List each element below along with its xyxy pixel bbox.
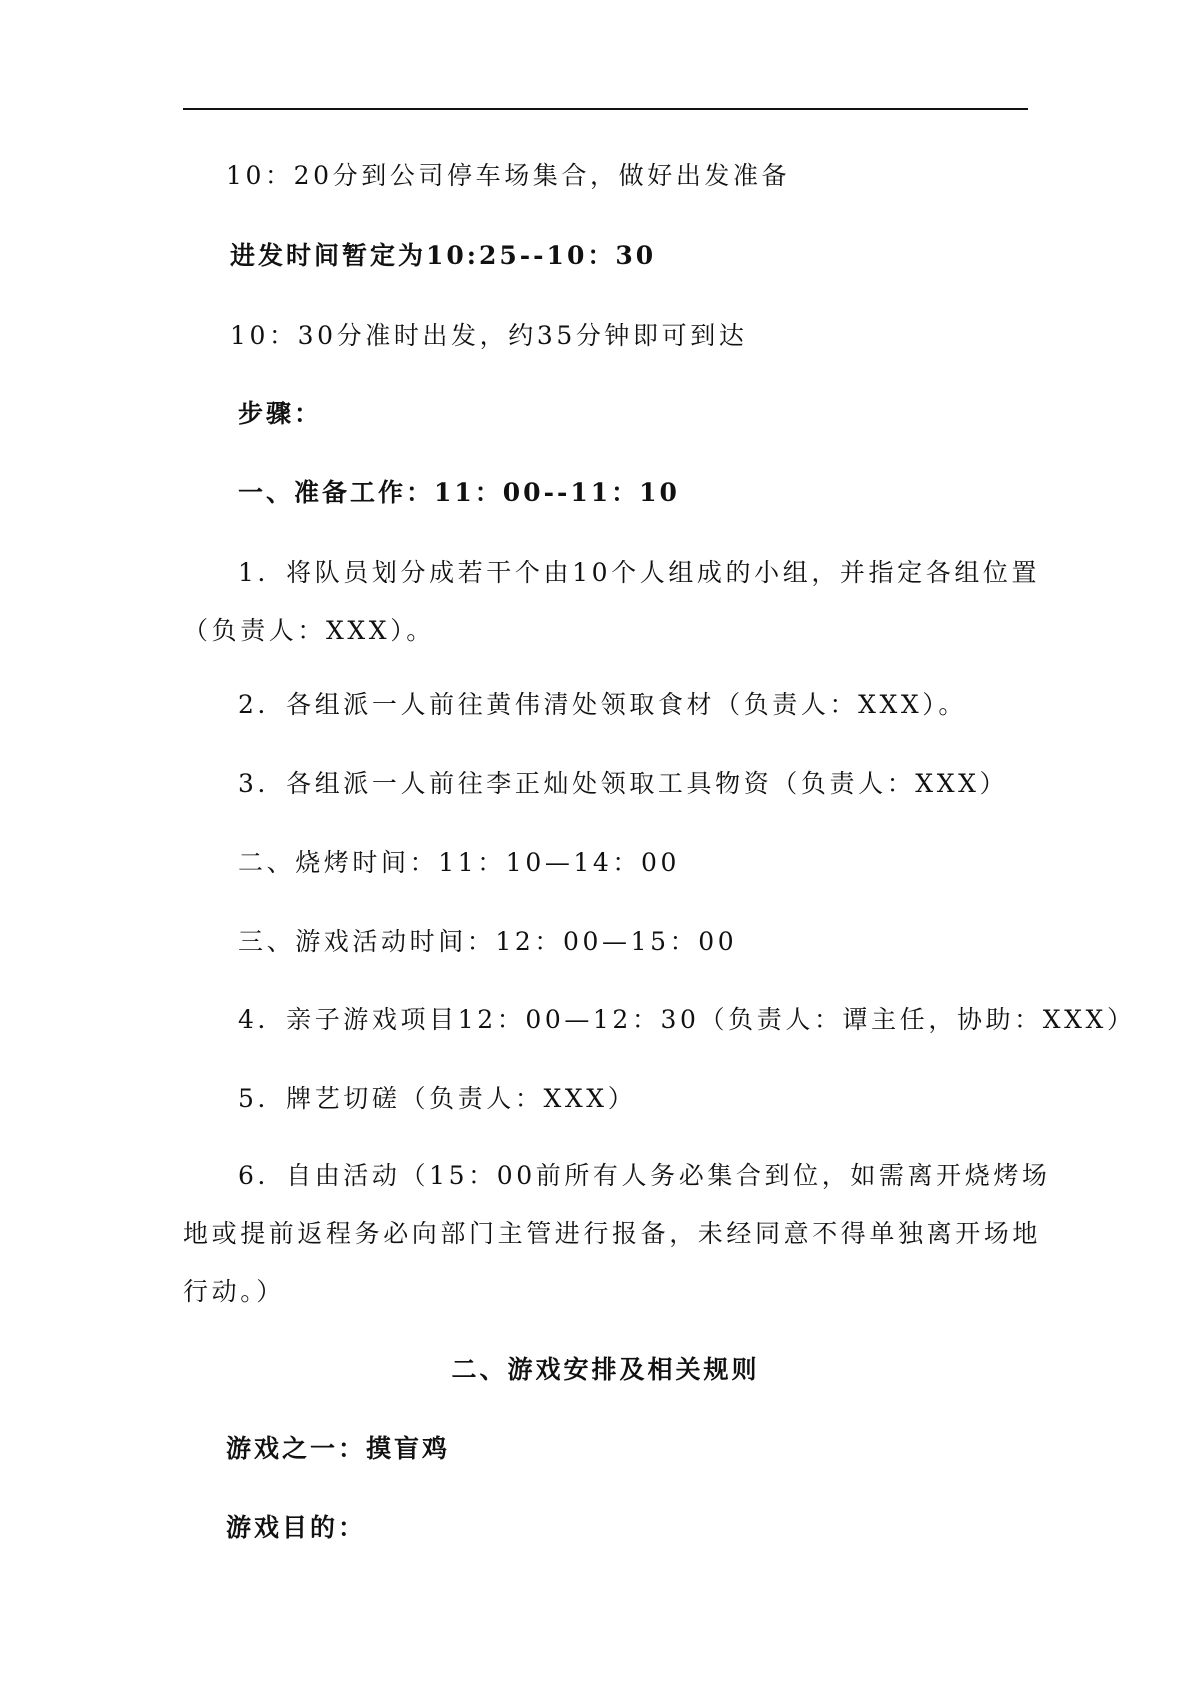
text-line-steps-heading: 步骤： [238,399,323,428]
header-rule [183,108,1028,110]
text-line-item-5: 5．牌艺切磋（负责人：XXX） [238,1084,637,1113]
text-line-item-6-cont-2: 行动。） [183,1277,285,1306]
text-line-item-2: 2．各组派一人前往黄伟清处领取食材（负责人：XXX）。 [238,690,968,719]
text-line-item-1: 1．将队员划分成若干个由10个人组成的小组，并指定各组位置 [238,558,1041,587]
section-heading-games: 二、游戏安排及相关规则 [451,1355,760,1384]
text-line-item-3: 3．各组派一人前往李正灿处领取工具物资（负责人：XXX） [238,769,1009,798]
text-line-preparation-heading: 一、准备工作：11：00--11：10 [238,478,680,507]
text-line-item-1-cont: （负责人：XXX）。 [183,616,435,645]
text-line-game-time: 三、游戏活动时间：12：00—15：00 [238,927,738,956]
text-line-bbq-time: 二、烧烤时间：11：10—14：00 [238,848,681,877]
text-line-game-purpose: 游戏目的： [226,1513,367,1542]
text-line-assembly: 10：20分到公司停车场集合，做好出发准备 [226,161,791,190]
text-line-departure-window: 进发时间暂定为10:25--10：30 [230,241,657,270]
text-line-departure: 10：30分准时出发，约35分钟即可到达 [230,321,748,350]
text-line-item-6-cont-1: 地或提前返程务必向部门主管进行报备，未经同意不得单独离开场地 [183,1219,1042,1248]
text-line-item-6: 6．自由活动（15：00前所有人务必集合到位，如需离开烧烤场 [238,1161,1051,1190]
text-line-item-4: 4．亲子游戏项目12：00—12：30（负责人：谭主任，协助：XXX） [238,1005,1136,1034]
text-line-game-one: 游戏之一：摸盲鸡 [226,1434,451,1463]
